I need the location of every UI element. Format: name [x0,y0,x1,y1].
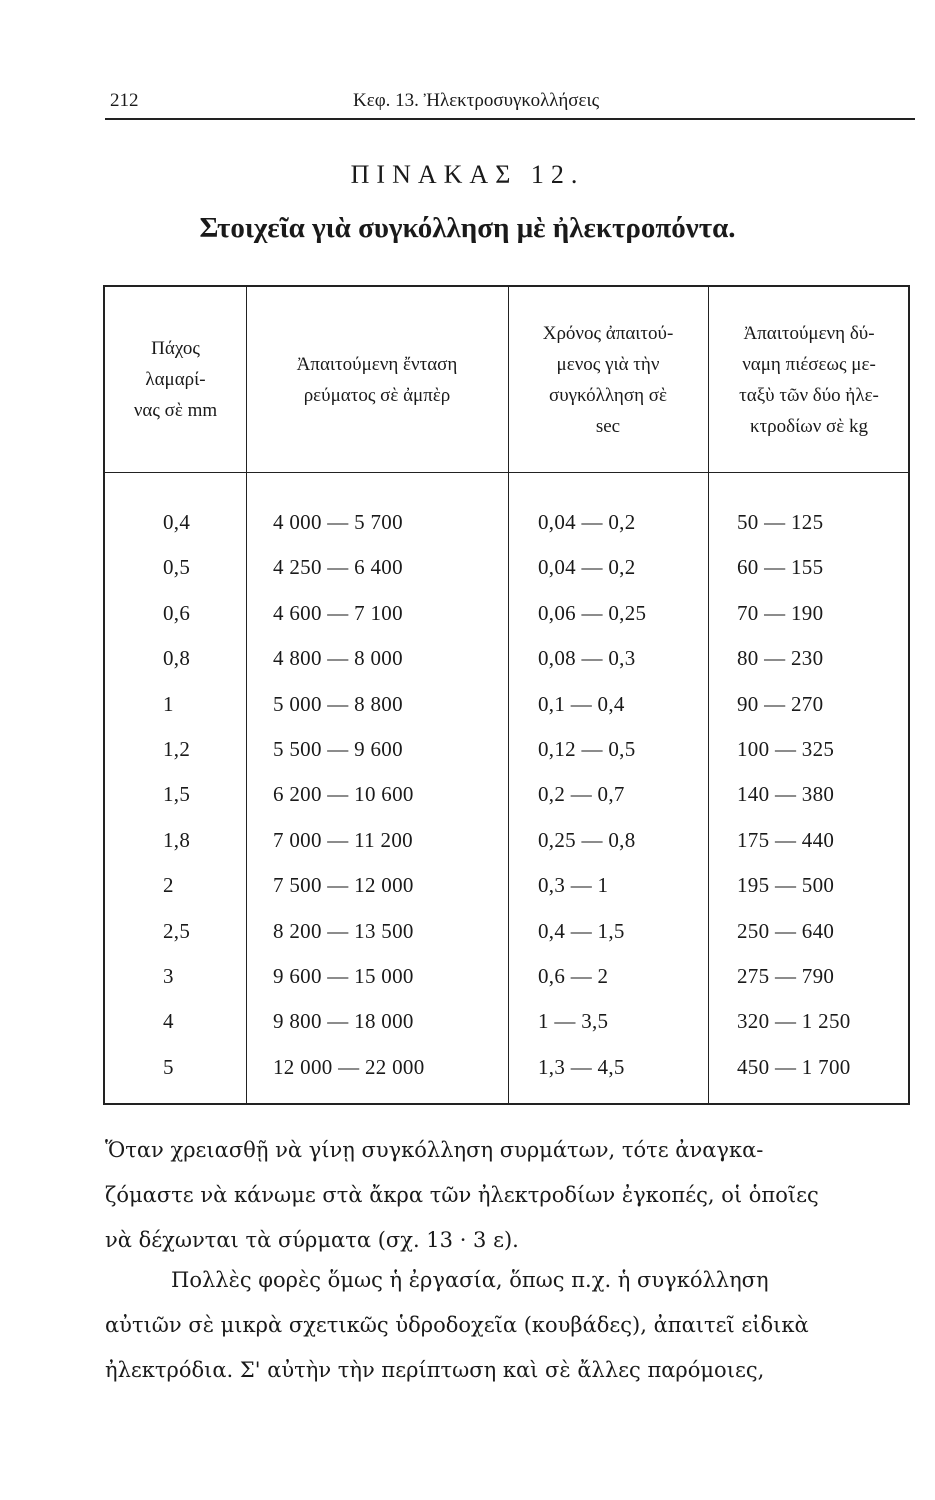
header-line: ρεύματος σὲ ἀμπὲρ [303,384,451,406]
header-line: Χρόνος ἀπαιτού- [542,322,674,344]
table-cell: 0,5 [163,555,191,580]
table-cell: 9 800 — 18 000 [273,1009,414,1034]
table-cell: 0,2 — 0,7 [538,782,625,807]
table-title: ΠΙΝΑΚΑΣ 12. [350,160,585,189]
table-subtitle: Στοιχεῖα γιὰ συγκόλληση μὲ ἠλεκτροπόντα. [199,212,736,244]
table-cell: 275 — 790 [737,964,835,988]
table-cell: 4 000 — 5 700 [273,510,403,534]
table-cell: 0,06 — 0,25 [538,600,647,625]
table-cell: 0,6 — 2 [538,964,609,988]
header-line: μενος γιὰ τὴν [556,353,660,375]
table-cell: 5 [163,1054,174,1079]
table-cell: 5 000 — 8 800 [273,691,403,716]
paragraph [105,1128,915,1263]
table-cell: 3 [163,964,174,988]
table-cell: 6 200 — 10 600 [273,782,414,807]
table-cell: 4 600 — 7 100 [273,600,403,625]
header-line: λαμαρί- [145,369,206,390]
table-cell: 0,12 — 0,5 [538,737,636,761]
table-cell: 4 800 — 8 000 [273,646,403,671]
table-cell: 0,04 — 0,2 [538,555,636,580]
table-cell: 0,6 [163,600,191,625]
column-header-current [246,287,508,472]
table-cell: 1,3 — 4,5 [538,1054,625,1079]
table-cell: 0,04 — 0,2 [538,510,636,534]
table-cell: 0,1 — 0,4 [538,691,625,716]
paragraph-line: ἠλεκτρόδια. Σ' αὐτὴν τὴν περίπτωση καὶ σὲ ἄλλες παρόμοιες, [105,1358,765,1382]
column-header-pressure [708,287,910,472]
table-cell: 2 [163,873,174,898]
table-cell: 1,2 [163,737,191,761]
table-cell: 1,8 [163,827,191,852]
welding-data-table [103,285,910,1105]
table-cell: 4 [163,1009,174,1034]
table-cell: 1,5 [163,782,191,807]
paragraph [105,1258,915,1393]
table-cell: 7 000 — 11 200 [273,827,413,852]
table-cell: 250 — 640 [737,918,835,943]
table-cell: 7 500 — 12 000 [273,873,414,898]
table-cell: 100 — 325 [737,737,835,761]
table-cell: 1 [163,691,174,716]
table-cell: 50 — 125 [737,510,824,534]
table-cell: 12 000 — 22 000 [273,1054,425,1079]
table-cell: 90 — 270 [737,691,824,716]
table-cell: 450 — 1 700 [737,1054,851,1079]
table-cell: 1 — 3,5 [538,1009,609,1034]
header-line: ναμη πιέσεως με- [742,353,876,375]
header-line: συγκόλληση σὲ [548,384,668,406]
header-divider [105,472,908,473]
running-header [105,84,915,120]
header-line: Ἀπαιτούμενη δύ- [743,322,875,344]
table-cell: 60 — 155 [737,555,824,580]
table-cell: 8 200 — 13 500 [273,918,414,943]
header-line: νας σὲ mm [133,400,218,421]
table-cell: 0,25 — 0,8 [538,827,636,852]
paragraph-line: Πολλὲς φορὲς ὅμως ἡ ἐργασία, ὅπως π.χ. ἡ συγκόλληση [171,1268,769,1292]
table-cell: 9 600 — 15 000 [273,964,414,988]
paragraph-line: ζόμαστε νὰ κάνωμε στὰ ἄκρα τῶν ἠλεκτροδίων ἐγκοπές, οἱ ὁποῖες [105,1183,819,1207]
table-cell: 80 — 230 [737,646,824,671]
column-header-time [508,287,708,472]
table-cell: 175 — 440 [737,827,835,852]
table-cell: 140 — 380 [737,782,835,807]
header-line: Ἀπαιτούμενη ἔνταση [296,353,458,375]
column-header-thickness [105,287,246,472]
header-line: ταξὺ τῶν δύο ἠλε- [739,384,879,406]
header-line: κτροδίων σὲ kg [749,415,869,437]
paragraph-line: Ὅταν χρειασθῇ νὰ γίνῃ συγκόλληση συρμάτων, τότε ἀναγκα- [105,1138,764,1162]
header-line: sec [595,415,621,437]
table-cell: 0,8 [163,646,191,671]
chapter-title: Κεφ. 13. Ἠλεκτροσυγκολλήσεις [353,90,600,111]
table-cell: 0,3 — 1 [538,873,609,898]
table-cell: 70 — 190 [737,600,824,625]
page-number: 212 [110,90,139,111]
header-line: Πάχος [151,338,200,359]
table-cell: 2,5 [163,918,191,943]
table-cell: 320 — 1 250 [737,1009,851,1034]
table-cell: 195 — 500 [737,873,835,898]
table-cell: 5 500 — 9 600 [273,737,403,761]
table-cell: 0,08 — 0,3 [538,646,636,671]
paragraph-line: αὐτιῶν σὲ μικρὰ σχετικῶς ὑδροδοχεῖα (κουβάδες), ἀπαιτεῖ εἰδικὰ [105,1313,809,1337]
table-cell: 0,4 [163,510,191,534]
paragraph-line: νὰ δέχωνται τὰ σύρματα (σχ. 13 · 3 ε). [105,1228,519,1252]
table-cell: 0,4 — 1,5 [538,918,625,943]
table-cell: 4 250 — 6 400 [273,555,403,580]
